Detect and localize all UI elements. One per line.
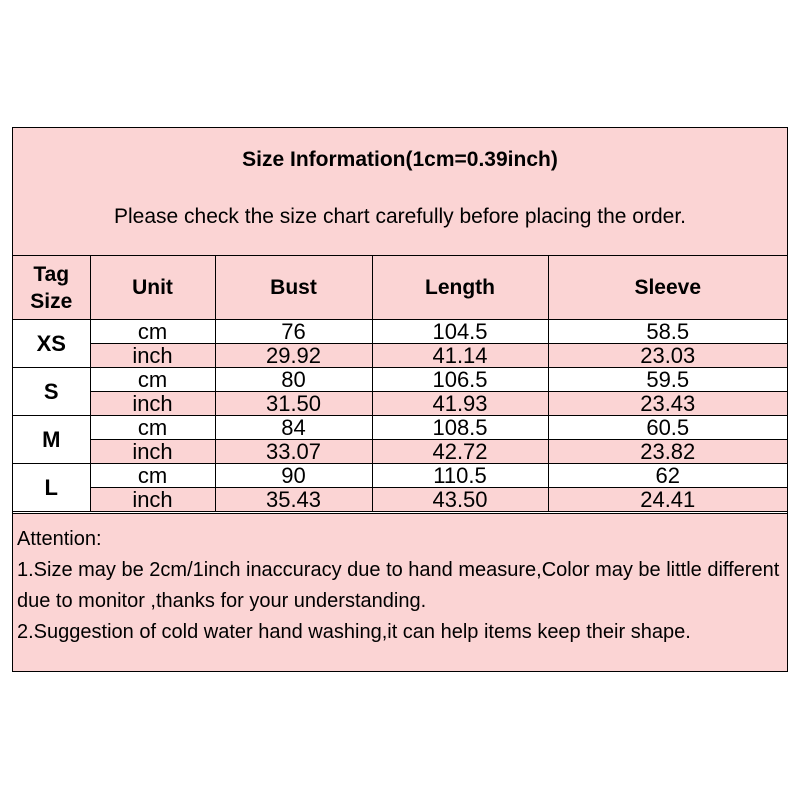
column-header-length: Length xyxy=(372,256,548,320)
column-header-tag-size: Tag Size xyxy=(13,256,90,320)
size-chart xyxy=(12,127,788,672)
table-row xyxy=(13,392,787,416)
length-cell: 106.5 xyxy=(372,368,548,392)
bust-cell: 31.50 xyxy=(215,392,372,416)
bust-cell: 84 xyxy=(215,416,372,440)
chart-subtitle: Please check the size chart carefully before placing the order. xyxy=(114,205,686,228)
length-cell: 108.5 xyxy=(372,416,548,440)
column-header-sleeve: Sleeve xyxy=(548,256,787,320)
table-row xyxy=(13,440,787,464)
table-row xyxy=(13,416,787,440)
bust-cell: 35.43 xyxy=(215,488,372,512)
sleeve-cell: 62 xyxy=(548,464,787,488)
table-row xyxy=(13,488,787,512)
unit-cell: inch xyxy=(90,392,215,416)
length-cell: 110.5 xyxy=(372,464,548,488)
note-item: 2.Suggestion of cold water hand washing,it can help items keep their shape. xyxy=(17,621,691,643)
table-row xyxy=(13,320,787,344)
notes-heading: Attention: xyxy=(17,528,102,550)
size-tag: L xyxy=(13,464,90,512)
length-cell: 41.14 xyxy=(372,344,548,368)
length-cell: 104.5 xyxy=(372,320,548,344)
unit-cell: cm xyxy=(90,416,215,440)
sleeve-cell: 58.5 xyxy=(548,320,787,344)
sleeve-cell: 59.5 xyxy=(548,368,787,392)
chart-header xyxy=(13,128,787,256)
sleeve-cell: 23.43 xyxy=(548,392,787,416)
unit-cell: inch xyxy=(90,344,215,368)
length-cell: 43.50 xyxy=(372,488,548,512)
bust-cell: 80 xyxy=(215,368,372,392)
sleeve-cell: 23.03 xyxy=(548,344,787,368)
table-row xyxy=(13,464,787,488)
sleeve-cell: 60.5 xyxy=(548,416,787,440)
length-cell: 42.72 xyxy=(372,440,548,464)
unit-cell: cm xyxy=(90,464,215,488)
unit-cell: inch xyxy=(90,488,215,512)
column-header-unit: Unit xyxy=(90,256,215,320)
unit-cell: cm xyxy=(90,320,215,344)
sleeve-cell: 24.41 xyxy=(548,488,787,512)
size-tag: S xyxy=(13,368,90,416)
unit-cell: cm xyxy=(90,368,215,392)
size-table xyxy=(13,255,787,512)
note-item: 1.Size may be 2cm/1inch inaccuracy due to hand measure,Color may be little different due to monitor ,thanks for your understanding. xyxy=(17,559,780,612)
size-tag: XS xyxy=(13,320,90,368)
bust-cell: 90 xyxy=(215,464,372,488)
table-row xyxy=(13,344,787,368)
bust-cell: 29.92 xyxy=(215,344,372,368)
bust-cell: 76 xyxy=(215,320,372,344)
unit-cell: inch xyxy=(90,440,215,464)
length-cell: 41.93 xyxy=(372,392,548,416)
bust-cell: 33.07 xyxy=(215,440,372,464)
column-header-bust: Bust xyxy=(215,256,372,320)
sleeve-cell: 23.82 xyxy=(548,440,787,464)
attention-notes xyxy=(13,513,787,671)
table-row xyxy=(13,368,787,392)
chart-title: Size Information(1cm=0.39inch) xyxy=(242,148,558,171)
size-tag: M xyxy=(13,416,90,464)
table-header-row xyxy=(13,256,787,320)
